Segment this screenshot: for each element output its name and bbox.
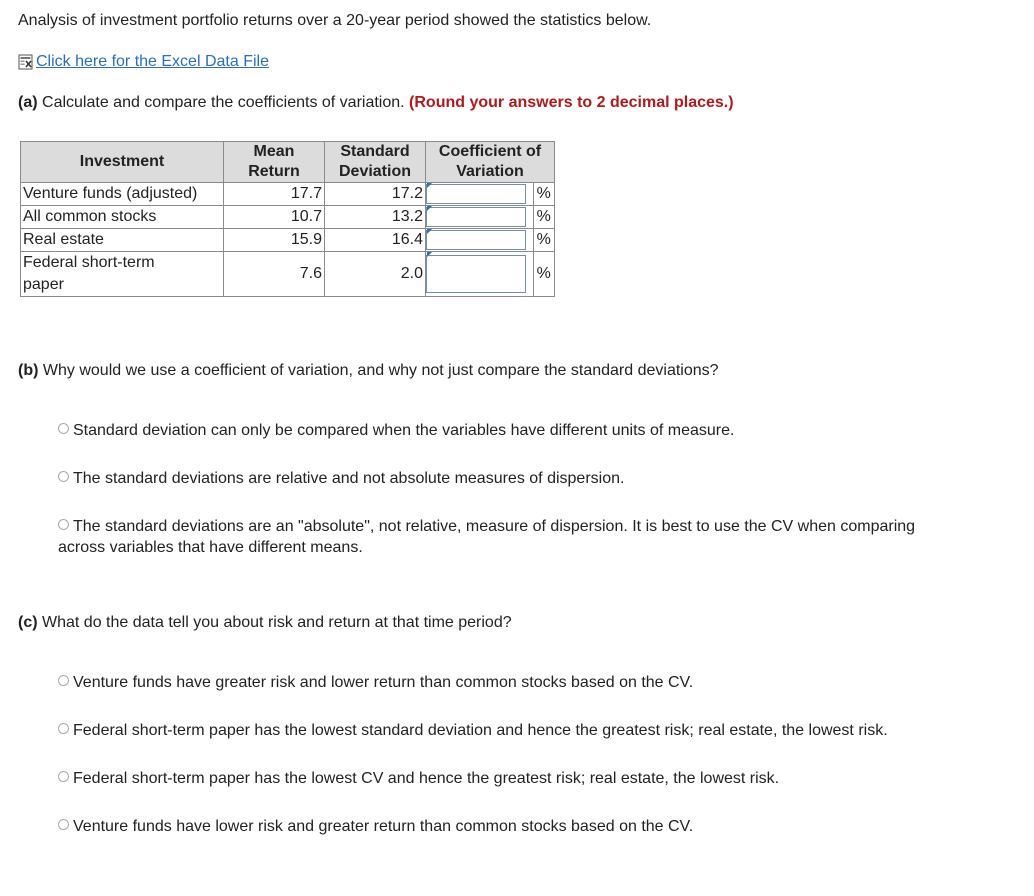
row-realestate-mean: 15.9 <box>224 229 325 252</box>
header-standard-deviation <box>325 142 426 183</box>
row-federal-name <box>21 252 224 297</box>
excel-file-icon <box>18 54 34 70</box>
radio-button[interactable] <box>58 819 69 830</box>
table-row <box>21 252 555 297</box>
row-venture-sd: 17.2 <box>325 183 426 206</box>
federal-cv-input[interactable] <box>426 255 526 293</box>
part-c-option[interactable] <box>58 816 958 837</box>
radio-button[interactable] <box>58 675 69 686</box>
row-stocks-mean: 10.7 <box>224 206 325 229</box>
row-realestate-sd: 16.4 <box>325 229 426 252</box>
row-federal-name-line1: Federal short-term <box>23 254 155 271</box>
row-realestate-name: Real estate <box>21 229 224 252</box>
input-flag-icon <box>427 252 432 257</box>
row-venture-unit: % <box>533 183 555 206</box>
row-stocks-cv-cell <box>426 206 534 229</box>
part-b-option[interactable] <box>58 468 958 489</box>
part-b-text: Why would we use a coefficient of variation, and why not just compare the standard deviations? <box>42 362 719 379</box>
part-c-option[interactable] <box>58 672 958 693</box>
part-c-question <box>18 614 512 632</box>
radio-button[interactable] <box>58 519 69 530</box>
part-b-option[interactable] <box>58 516 958 558</box>
table-row <box>21 206 555 229</box>
row-federal-cv-cell <box>426 252 534 297</box>
part-c-option-text: Federal short-term paper has the lowest standard deviation and hence the greatest risk; real estate, the lowest risk. <box>73 722 888 739</box>
row-venture-mean: 17.7 <box>224 183 325 206</box>
header-mean-line2: Return <box>248 163 300 180</box>
part-b-question <box>18 362 719 380</box>
part-c-option[interactable] <box>58 720 958 741</box>
row-federal-name-line2: paper <box>23 276 64 293</box>
part-b-label: (b) <box>18 362 39 379</box>
part-b-option-text: Standard deviation can only be compared when the variables have different units of measure. <box>73 422 735 439</box>
input-flag-icon <box>427 206 432 211</box>
input-flag-icon <box>427 229 432 234</box>
part-a-question <box>18 94 734 112</box>
table-header-row <box>21 142 555 183</box>
radio-button[interactable] <box>58 771 69 782</box>
excel-data-file-link[interactable] <box>18 53 269 71</box>
header-coefficient-of-variation <box>426 142 555 183</box>
row-stocks-sd: 13.2 <box>325 206 426 229</box>
intro-text: Analysis of investment portfolio returns over a 20-year period showed the statistics below. <box>18 12 652 29</box>
part-b-option[interactable] <box>58 420 958 441</box>
part-c-text: What do the data tell you about risk and return at that time period? <box>42 614 512 631</box>
part-a-instruction: (Round your answers to 2 decimal places.) <box>409 94 734 111</box>
venture-cv-input[interactable] <box>426 184 526 204</box>
part-c-option-text: Venture funds have lower risk and greater return than common stocks based on the CV. <box>73 818 694 835</box>
row-federal-mean: 7.6 <box>224 252 325 297</box>
header-mean-return <box>224 142 325 183</box>
row-realestate-cv-cell <box>426 229 534 252</box>
header-investment: Investment <box>21 142 224 183</box>
table-row <box>21 183 555 206</box>
part-a-text: Calculate and compare the coefficients of variation. <box>42 94 405 111</box>
statistics-table <box>20 141 555 297</box>
row-venture-name: Venture funds (adjusted) <box>21 183 224 206</box>
row-federal-sd: 2.0 <box>325 252 426 297</box>
row-stocks-name: All common stocks <box>21 206 224 229</box>
part-c-option-text: Federal short-term paper has the lowest CV and hence the greatest risk; real estate, the lowest risk. <box>73 770 780 787</box>
header-mean-line1: Mean <box>253 143 295 160</box>
excel-data-file-link-label[interactable]: Click here for the Excel Data File <box>36 53 269 70</box>
stocks-cv-input[interactable] <box>426 207 526 227</box>
part-c-option-text: Venture funds have greater risk and lower return than common stocks based on the CV. <box>73 674 694 691</box>
part-c-label: (c) <box>18 614 38 631</box>
header-cv-line1: Coefficient of <box>438 143 542 160</box>
input-flag-icon <box>427 183 432 188</box>
radio-button[interactable] <box>58 423 69 434</box>
radio-button[interactable] <box>58 471 69 482</box>
row-stocks-unit: % <box>533 206 555 229</box>
row-federal-unit: % <box>533 252 555 297</box>
realestate-cv-input[interactable] <box>426 230 526 250</box>
table-row <box>21 229 555 252</box>
part-a-label: (a) <box>18 94 38 111</box>
header-sd-line2: Deviation <box>338 163 411 180</box>
part-c-option[interactable] <box>58 768 958 789</box>
part-b-option-text: The standard deviations are an "absolute", not relative, measure of dispersion. It is best to use the CV when comparing across variables that have different means. <box>58 518 916 556</box>
header-cv-line2: Variation <box>456 163 524 180</box>
row-venture-cv-cell <box>426 183 534 206</box>
radio-button[interactable] <box>58 723 69 734</box>
part-b-option-text: The standard deviations are relative and not absolute measures of dispersion. <box>73 470 625 487</box>
row-realestate-unit: % <box>533 229 555 252</box>
header-sd-line1: Standard <box>340 143 410 160</box>
